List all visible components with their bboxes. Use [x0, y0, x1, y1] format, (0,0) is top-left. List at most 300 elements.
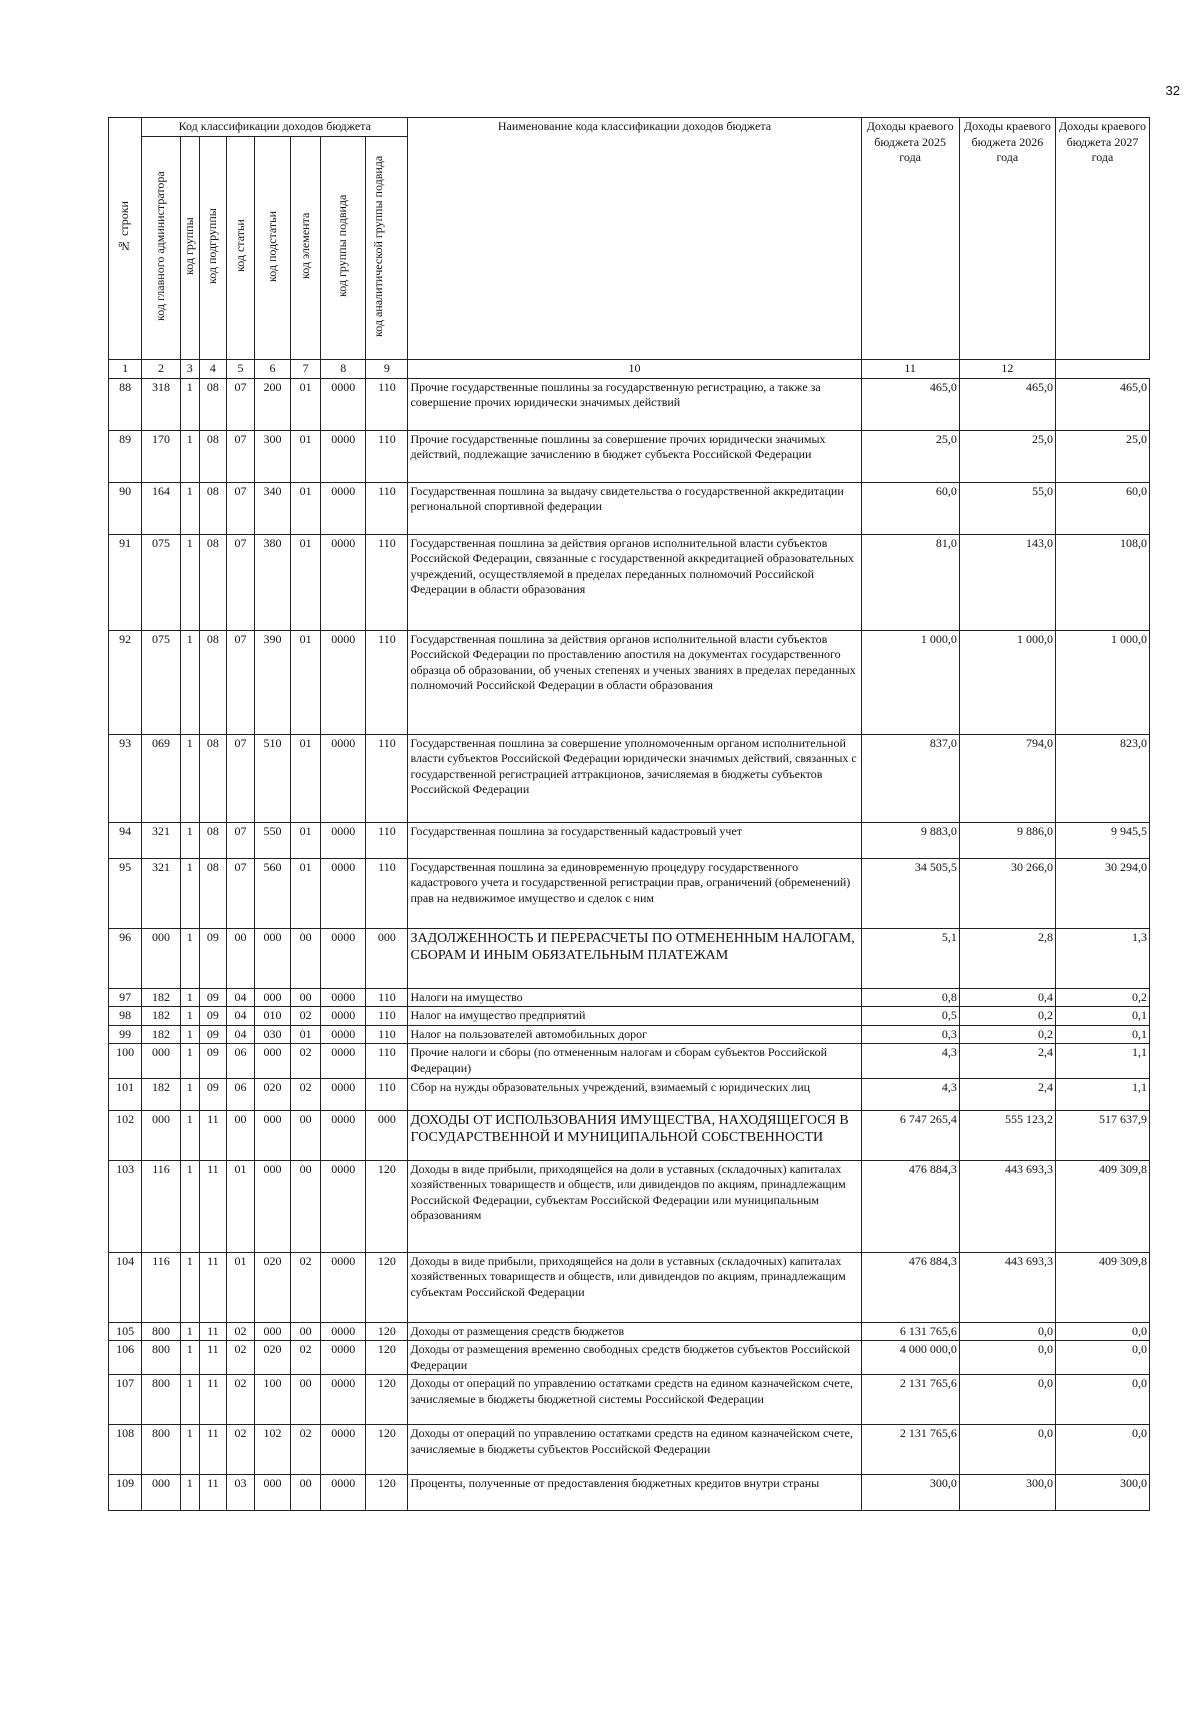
article-code-cell: 04 [227, 988, 255, 1007]
subarticle-code-header: код подстатьи [254, 137, 290, 360]
subarticle-code-cell: 550 [254, 822, 290, 858]
element-code-cell: 00 [291, 928, 321, 988]
column-number: 6 [254, 360, 290, 379]
element-code-cell: 02 [291, 1252, 321, 1322]
income-2025-cell: 34 505,5 [861, 858, 959, 928]
subgroup-code-cell: 08 [199, 858, 227, 928]
income-2026-cell: 2,8 [959, 928, 1055, 988]
income-2027-cell: 0,0 [1055, 1425, 1149, 1475]
subarticle-code-cell: 300 [254, 430, 290, 482]
income-2026-cell: 0,4 [959, 988, 1055, 1007]
table-row [109, 1007, 1150, 1026]
element-code-cell: 01 [291, 1025, 321, 1044]
row-number-cell: 94 [109, 822, 142, 858]
income-2027-cell: 25,0 [1055, 430, 1149, 482]
income-2027-cell: 1,1 [1055, 1044, 1149, 1078]
table-body [109, 378, 1150, 1511]
income-2026-cell: 0,0 [959, 1341, 1055, 1375]
income-2025-cell: 837,0 [861, 734, 959, 822]
income-2025-cell: 476 884,3 [861, 1252, 959, 1322]
article-code-cell: 02 [227, 1322, 255, 1341]
income-2027-cell: 1,1 [1055, 1078, 1149, 1110]
analytic-group-code-cell: 110 [366, 1078, 408, 1110]
row-number-cell: 100 [109, 1044, 142, 1078]
revenue-name-cell: Прочие государственные пошлины за государственную регистрацию, а также за совершение прочих юридически значимых действий [408, 378, 861, 430]
element-code-cell: 02 [291, 1425, 321, 1475]
income-2025-cell: 2 131 765,6 [861, 1375, 959, 1425]
page-number: 32 [1165, 83, 1180, 98]
subarticle-code-cell: 100 [254, 1375, 290, 1425]
table-row [109, 1025, 1150, 1044]
analytic-group-code-cell: 120 [366, 1341, 408, 1375]
row-number-cell: 92 [109, 630, 142, 734]
subarticle-code-cell: 000 [254, 1322, 290, 1341]
income-2026-cell: 465,0 [959, 378, 1055, 430]
element-code-cell: 01 [291, 858, 321, 928]
income-2025-cell: 6 131 765,6 [861, 1322, 959, 1341]
subtype-group-code-cell: 0000 [321, 1007, 366, 1026]
subgroup-code-cell: 11 [199, 1252, 227, 1322]
column-number: 2 [142, 360, 181, 379]
subtype-group-code-cell: 0000 [321, 1110, 366, 1160]
income-2025-cell: 6 747 265,4 [861, 1110, 959, 1160]
admin-code-header: код главного администратора [142, 137, 181, 360]
income-2027-cell: 0,0 [1055, 1322, 1149, 1341]
analytic-group-code-cell: 120 [366, 1475, 408, 1511]
income-2025-cell: 0,5 [861, 1007, 959, 1026]
income-2026-cell: 300,0 [959, 1475, 1055, 1511]
subtype-group-code-cell: 0000 [321, 734, 366, 822]
column-number: 11 [861, 360, 959, 379]
row-number-cell: 109 [109, 1475, 142, 1511]
element-code-header: код элемента [291, 137, 321, 360]
income-2026-cell: 794,0 [959, 734, 1055, 822]
admin-code-cell: 069 [142, 734, 181, 822]
income-2025-cell: 9 883,0 [861, 822, 959, 858]
revenue-name-cell: Государственная пошлина за государственный кадастровый учет [408, 822, 861, 858]
analytic-group-code-cell: 120 [366, 1425, 408, 1475]
article-code-cell: 01 [227, 1160, 255, 1252]
row-number-cell: 90 [109, 482, 142, 534]
income-2026-cell: 30 266,0 [959, 858, 1055, 928]
income-2026-cell: 2,4 [959, 1078, 1055, 1110]
article-code-cell: 02 [227, 1341, 255, 1375]
subtype-group-code-cell: 0000 [321, 1425, 366, 1475]
analytic-group-code-cell: 000 [366, 928, 408, 988]
element-code-cell: 02 [291, 1044, 321, 1078]
income-2025-cell: 476 884,3 [861, 1160, 959, 1252]
admin-code-cell: 164 [142, 482, 181, 534]
revenue-name-cell: Доходы от размещения средств бюджетов [408, 1322, 861, 1341]
income-2026-cell: 555 123,2 [959, 1110, 1055, 1160]
revenue-name-cell: ЗАДОЛЖЕННОСТЬ И ПЕРЕРАСЧЕТЫ ПО ОТМЕНЕННЫМ НАЛОГАМ, СБОРАМ И ИНЫМ ОБЯЗАТЕЛЬНЫМ ПЛАТЕЖАМ [408, 928, 861, 988]
subgroup-code-cell: 09 [199, 1007, 227, 1026]
subgroup-code-cell: 08 [199, 482, 227, 534]
income-2025-cell: 0,3 [861, 1025, 959, 1044]
subarticle-code-cell: 000 [254, 928, 290, 988]
subarticle-code-cell: 010 [254, 1007, 290, 1026]
subgroup-code-cell: 11 [199, 1475, 227, 1511]
table-row [109, 734, 1150, 822]
analytic-group-code-cell: 120 [366, 1322, 408, 1341]
group-code-cell: 1 [180, 1252, 199, 1322]
income-2026-header: Доходы краевого бюджета 2026 года [959, 118, 1055, 360]
table-row [109, 988, 1150, 1007]
group-code-header: код группы [180, 137, 199, 360]
subgroup-code-cell: 11 [199, 1322, 227, 1341]
column-number: 3 [180, 360, 199, 379]
revenue-name-cell: Проценты, полученные от предоставления бюджетных кредитов внутри страны [408, 1475, 861, 1511]
group-code-cell: 1 [180, 630, 199, 734]
element-code-cell: 01 [291, 734, 321, 822]
article-code-cell: 07 [227, 482, 255, 534]
admin-code-cell: 182 [142, 988, 181, 1007]
group-code-cell: 1 [180, 858, 199, 928]
subtype-group-code-cell: 0000 [321, 988, 366, 1007]
revenue-name-cell: Прочие государственные пошлины за совершение прочих юридически значимых действий, подлежащие зачислению в бюджет субъекта Российской Федерации [408, 430, 861, 482]
table-row [109, 1341, 1150, 1375]
table-row [109, 1110, 1150, 1160]
article-code-cell: 07 [227, 378, 255, 430]
group-code-cell: 1 [180, 1341, 199, 1375]
row-number-cell: 108 [109, 1425, 142, 1475]
subgroup-code-cell: 08 [199, 534, 227, 630]
table-row [109, 928, 1150, 988]
group-code-cell: 1 [180, 1007, 199, 1026]
income-2026-cell: 9 886,0 [959, 822, 1055, 858]
analytic-group-code-cell: 110 [366, 988, 408, 1007]
article-code-cell: 00 [227, 928, 255, 988]
income-2025-cell: 465,0 [861, 378, 959, 430]
income-2026-cell: 25,0 [959, 430, 1055, 482]
article-code-cell: 01 [227, 1252, 255, 1322]
article-code-cell: 07 [227, 534, 255, 630]
column-number: 4 [199, 360, 227, 379]
element-code-cell: 02 [291, 1078, 321, 1110]
element-code-cell: 00 [291, 1160, 321, 1252]
income-2027-cell: 465,0 [1055, 378, 1149, 430]
subarticle-code-cell: 020 [254, 1078, 290, 1110]
income-2027-cell: 823,0 [1055, 734, 1149, 822]
table-row [109, 1322, 1150, 1341]
subgroup-code-cell: 11 [199, 1425, 227, 1475]
row-number-cell: 89 [109, 430, 142, 482]
table-row [109, 1252, 1150, 1322]
element-code-cell: 00 [291, 1375, 321, 1425]
admin-code-cell: 182 [142, 1025, 181, 1044]
subarticle-code-cell: 560 [254, 858, 290, 928]
column-number: 1 [109, 360, 142, 379]
income-2025-cell: 2 131 765,6 [861, 1425, 959, 1475]
admin-code-cell: 000 [142, 1475, 181, 1511]
income-2025-header: Доходы краевого бюджета 2025 года [861, 118, 959, 360]
row-number-cell: 93 [109, 734, 142, 822]
table-row [109, 378, 1150, 430]
row-number-cell: 99 [109, 1025, 142, 1044]
subarticle-code-cell: 380 [254, 534, 290, 630]
subtype-group-code-cell: 0000 [321, 630, 366, 734]
group-code-cell: 1 [180, 482, 199, 534]
income-2027-cell: 0,1 [1055, 1025, 1149, 1044]
column-number: 5 [227, 360, 255, 379]
article-code-cell: 02 [227, 1425, 255, 1475]
subtype-group-code-cell: 0000 [321, 1341, 366, 1375]
admin-code-cell: 800 [142, 1425, 181, 1475]
article-code-cell: 07 [227, 858, 255, 928]
group-code-cell: 1 [180, 1425, 199, 1475]
subarticle-code-cell: 000 [254, 1044, 290, 1078]
table-row [109, 630, 1150, 734]
element-code-cell: 01 [291, 822, 321, 858]
analytic-group-code-cell: 110 [366, 1044, 408, 1078]
subtype-group-code-header: код группы подвида [321, 137, 366, 360]
subtype-group-code-cell: 0000 [321, 928, 366, 988]
subarticle-code-cell: 030 [254, 1025, 290, 1044]
revenue-name-cell: Доходы в виде прибыли, приходящейся на доли в уставных (складочных) капиталах хозяйственных товариществ и обществ, или дивидендов по акциям, принадлежащим Российской Федерации, субъектам Российской Федерации или муниципальным образованиям [408, 1160, 861, 1252]
subarticle-code-cell: 510 [254, 734, 290, 822]
admin-code-cell: 000 [142, 1044, 181, 1078]
income-2027-header: Доходы краевого бюджета 2027 года [1055, 118, 1149, 360]
table-row [109, 1375, 1150, 1425]
element-code-cell: 01 [291, 534, 321, 630]
revenue-name-cell: Налог на имущество предприятий [408, 1007, 861, 1026]
name-header: Наименование кода классификации доходов бюджета [408, 118, 861, 360]
subtype-group-code-cell: 0000 [321, 1322, 366, 1341]
column-number: 9 [366, 360, 408, 379]
group-code-cell: 1 [180, 378, 199, 430]
admin-code-cell: 170 [142, 430, 181, 482]
row-number-cell: 106 [109, 1341, 142, 1375]
analytic-group-code-cell: 110 [366, 378, 408, 430]
column-number: 12 [959, 360, 1055, 379]
column-number-row [109, 360, 1150, 379]
subgroup-code-cell: 11 [199, 1375, 227, 1425]
subarticle-code-cell: 000 [254, 1475, 290, 1511]
analytic-group-code-cell: 110 [366, 630, 408, 734]
group-code-cell: 1 [180, 734, 199, 822]
revenue-name-cell: Государственная пошлина за действия органов исполнительной власти субъектов Российской Федерации, связанные с государственной аккредитацией образовательных учреждений, осуществляемой в пределах переданных полномочий Российской Федерации в области образования [408, 534, 861, 630]
revenue-name-cell: Государственная пошлина за совершение уполномоченным органом исполнительной власти субъектов Российской Федерации юридически значимых действий, связанных с государственной регистрацией аттракционов, зачисляемая в бюджеты субъектов Российской Федерации [408, 734, 861, 822]
analytic-group-code-cell: 120 [366, 1375, 408, 1425]
subgroup-code-cell: 11 [199, 1341, 227, 1375]
article-code-cell: 03 [227, 1475, 255, 1511]
income-2027-cell: 0,0 [1055, 1375, 1149, 1425]
income-2025-cell: 60,0 [861, 482, 959, 534]
group-code-cell: 1 [180, 1160, 199, 1252]
group-code-cell: 1 [180, 430, 199, 482]
article-code-cell: 06 [227, 1078, 255, 1110]
income-2025-cell: 81,0 [861, 534, 959, 630]
element-code-cell: 01 [291, 430, 321, 482]
article-code-cell: 04 [227, 1007, 255, 1026]
income-2027-cell: 0,1 [1055, 1007, 1149, 1026]
row-number-cell: 91 [109, 534, 142, 630]
admin-code-cell: 800 [142, 1341, 181, 1375]
table-row [109, 482, 1150, 534]
element-code-cell: 01 [291, 378, 321, 430]
row-number-cell: 105 [109, 1322, 142, 1341]
row-number-cell: 101 [109, 1078, 142, 1110]
subtype-group-code-cell: 0000 [321, 858, 366, 928]
subarticle-code-cell: 340 [254, 482, 290, 534]
income-2026-cell: 0,0 [959, 1375, 1055, 1425]
subtype-group-code-cell: 0000 [321, 822, 366, 858]
element-code-cell: 00 [291, 1322, 321, 1341]
subgroup-code-cell: 08 [199, 822, 227, 858]
element-code-cell: 01 [291, 630, 321, 734]
table-row [109, 1078, 1150, 1110]
row-number-cell: 102 [109, 1110, 142, 1160]
admin-code-cell: 321 [142, 822, 181, 858]
subtype-group-code-cell: 0000 [321, 1252, 366, 1322]
group-code-cell: 1 [180, 1322, 199, 1341]
income-2025-cell: 25,0 [861, 430, 959, 482]
article-code-cell: 04 [227, 1025, 255, 1044]
revenue-name-cell: Государственная пошлина за выдачу свидетельства о государственной аккредитации региональной спортивной федерации [408, 482, 861, 534]
admin-code-cell: 116 [142, 1252, 181, 1322]
subtype-group-code-cell: 0000 [321, 1375, 366, 1425]
income-2025-cell: 0,8 [861, 988, 959, 1007]
income-2026-cell: 55,0 [959, 482, 1055, 534]
element-code-cell: 00 [291, 1475, 321, 1511]
subtype-group-code-cell: 0000 [321, 1025, 366, 1044]
income-2025-cell: 300,0 [861, 1475, 959, 1511]
row-number-cell: 96 [109, 928, 142, 988]
revenue-name-cell: Доходы от операций по управлению остатками средств на едином казначейском счете, зачисляемые в бюджеты бюджетной системы Российской Федерации [408, 1375, 861, 1425]
income-2026-cell: 0,0 [959, 1425, 1055, 1475]
subtype-group-code-cell: 0000 [321, 1475, 366, 1511]
table-row [109, 1044, 1150, 1078]
admin-code-cell: 182 [142, 1007, 181, 1026]
element-code-cell: 00 [291, 988, 321, 1007]
revenue-name-cell: Государственная пошлина за единовременную процедуру государственного кадастрового учета и государственной регистрации прав, ограничений (обременений) прав на недвижимое имущество и сделок с ним [408, 858, 861, 928]
table-row [109, 1475, 1150, 1511]
classification-code-header: Код классификации доходов бюджета [142, 118, 408, 137]
subgroup-code-cell: 08 [199, 630, 227, 734]
subtype-group-code-cell: 0000 [321, 482, 366, 534]
subarticle-code-cell: 020 [254, 1252, 290, 1322]
table-header [109, 118, 1150, 379]
subgroup-code-cell: 08 [199, 430, 227, 482]
income-2027-cell: 1,3 [1055, 928, 1149, 988]
subgroup-code-cell: 09 [199, 1044, 227, 1078]
income-2026-cell: 443 693,3 [959, 1160, 1055, 1252]
revenue-name-cell: Доходы от операций по управлению остатками средств на едином казначейском счете, зачисляемые в бюджеты субъектов Российской Федерации [408, 1425, 861, 1475]
income-2027-cell: 0,2 [1055, 988, 1149, 1007]
group-code-cell: 1 [180, 988, 199, 1007]
income-2026-cell: 1 000,0 [959, 630, 1055, 734]
element-code-cell: 02 [291, 1341, 321, 1375]
row-number-cell: 107 [109, 1375, 142, 1425]
income-2027-cell: 1 000,0 [1055, 630, 1149, 734]
group-code-cell: 1 [180, 822, 199, 858]
group-code-cell: 1 [180, 1375, 199, 1425]
admin-code-cell: 000 [142, 1110, 181, 1160]
article-code-cell: 02 [227, 1375, 255, 1425]
analytic-group-code-cell: 000 [366, 1110, 408, 1160]
subtype-group-code-cell: 0000 [321, 1044, 366, 1078]
income-2026-cell: 0,2 [959, 1025, 1055, 1044]
table-row [109, 822, 1150, 858]
table-row [109, 1160, 1150, 1252]
income-2027-cell: 60,0 [1055, 482, 1149, 534]
analytic-group-code-cell: 110 [366, 1025, 408, 1044]
income-2027-cell: 30 294,0 [1055, 858, 1149, 928]
group-code-cell: 1 [180, 1110, 199, 1160]
admin-code-cell: 182 [142, 1078, 181, 1110]
group-code-cell: 1 [180, 534, 199, 630]
article-code-cell: 00 [227, 1110, 255, 1160]
subgroup-code-cell: 09 [199, 928, 227, 988]
revenue-name-cell: Доходы от размещения временно свободных средств бюджетов субъектов Российской Федерации [408, 1341, 861, 1375]
analytic-group-code-cell: 110 [366, 1007, 408, 1026]
subtype-group-code-cell: 0000 [321, 378, 366, 430]
income-2026-cell: 2,4 [959, 1044, 1055, 1078]
income-2025-cell: 4 000 000,0 [861, 1341, 959, 1375]
revenue-name-cell: Государственная пошлина за действия органов исполнительной власти субъектов Российской Федерации по проставлению апостиля на документах государственного образца об образовании, об ученых степенях и ученых званиях в пределах переданных полномочий Российской Федерации в области образования [408, 630, 861, 734]
group-code-cell: 1 [180, 928, 199, 988]
article-code-cell: 07 [227, 822, 255, 858]
admin-code-cell: 116 [142, 1160, 181, 1252]
analytic-group-code-cell: 110 [366, 734, 408, 822]
group-code-cell: 1 [180, 1025, 199, 1044]
income-2026-cell: 143,0 [959, 534, 1055, 630]
column-number: 8 [321, 360, 366, 379]
analytic-group-code-cell: 110 [366, 430, 408, 482]
group-code-cell: 1 [180, 1475, 199, 1511]
analytic-group-code-cell: 110 [366, 858, 408, 928]
subgroup-code-cell: 08 [199, 378, 227, 430]
income-2027-cell: 9 945,5 [1055, 822, 1149, 858]
income-2027-cell: 409 309,8 [1055, 1160, 1149, 1252]
income-2026-cell: 0,2 [959, 1007, 1055, 1026]
row-number-header: № строки [109, 118, 142, 360]
row-number-cell: 103 [109, 1160, 142, 1252]
analytic-group-code-cell: 110 [366, 822, 408, 858]
article-code-cell: 07 [227, 734, 255, 822]
table-row [109, 430, 1150, 482]
income-2025-cell: 1 000,0 [861, 630, 959, 734]
subtype-group-code-cell: 0000 [321, 534, 366, 630]
subtype-group-code-cell: 0000 [321, 1078, 366, 1110]
admin-code-cell: 000 [142, 928, 181, 988]
element-code-cell: 00 [291, 1110, 321, 1160]
admin-code-cell: 075 [142, 534, 181, 630]
row-number-cell: 88 [109, 378, 142, 430]
income-2027-cell: 517 637,9 [1055, 1110, 1149, 1160]
admin-code-cell: 321 [142, 858, 181, 928]
article-code-header: код статьи [227, 137, 255, 360]
row-number-cell: 97 [109, 988, 142, 1007]
revenue-name-cell: Прочие налоги и сборы (по отмененным налогам и сборам субъектов Российской Федерации) [408, 1044, 861, 1078]
subtype-group-code-cell: 0000 [321, 1160, 366, 1252]
subarticle-code-cell: 102 [254, 1425, 290, 1475]
subarticle-code-cell: 000 [254, 1110, 290, 1160]
revenue-table [108, 117, 1150, 1511]
revenue-name-cell: Налоги на имущество [408, 988, 861, 1007]
income-2026-cell: 0,0 [959, 1322, 1055, 1341]
subgroup-code-cell: 09 [199, 988, 227, 1007]
income-2027-cell: 300,0 [1055, 1475, 1149, 1511]
table-row [109, 858, 1150, 928]
subgroup-code-header: код подгруппы [199, 137, 227, 360]
row-number-cell: 95 [109, 858, 142, 928]
income-2027-cell: 0,0 [1055, 1341, 1149, 1375]
subtype-group-code-cell: 0000 [321, 430, 366, 482]
column-number: 7 [291, 360, 321, 379]
subarticle-code-cell: 390 [254, 630, 290, 734]
admin-code-cell: 318 [142, 378, 181, 430]
